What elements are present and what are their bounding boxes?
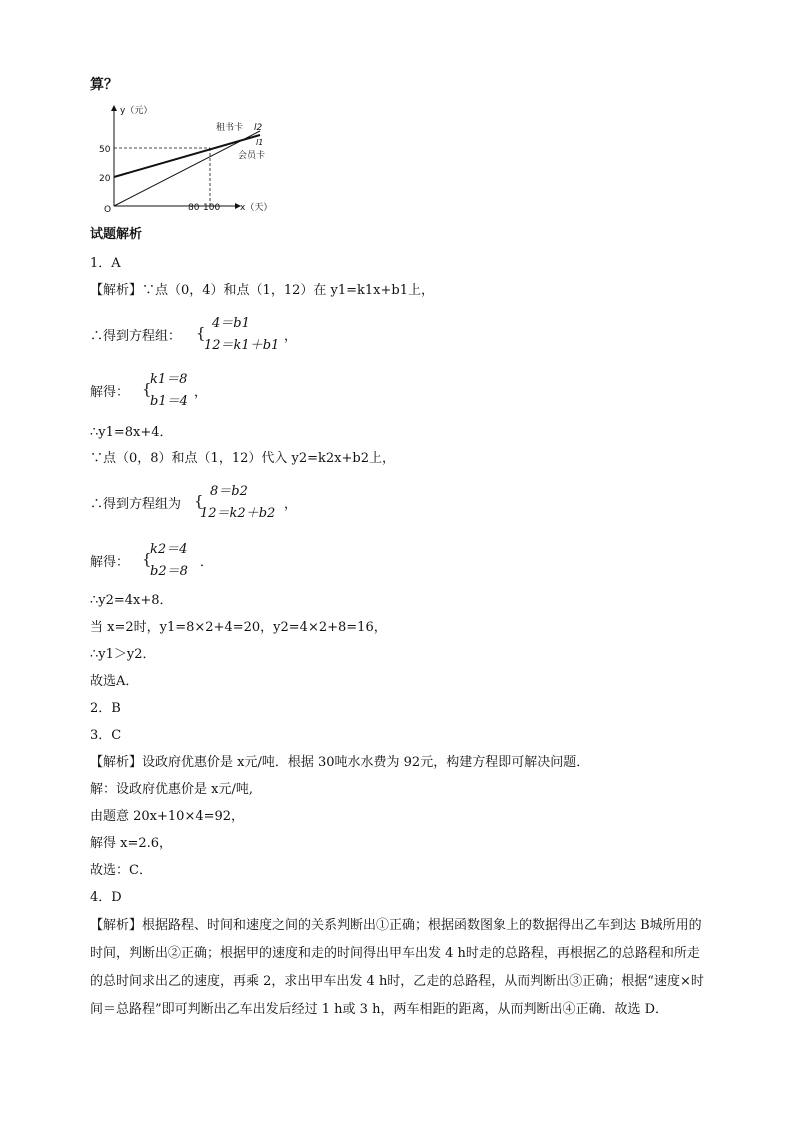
punct: ．	[200, 555, 214, 570]
q1-system-1	[90, 312, 310, 356]
line-l1-symbol: l1	[256, 138, 264, 147]
equation-row: k2＝4	[150, 542, 188, 557]
q1-result-1: ∴y1=8x+4．	[90, 425, 173, 440]
q3-step-2: 由题意 20x+10×4=92，	[90, 809, 245, 824]
q3-step-3: 解得 x=2.6，	[90, 836, 173, 851]
equation-row: 12＝k2＋b2	[200, 506, 276, 521]
q1-result-2: ∴y2=4x+8．	[90, 593, 173, 608]
equation-row: 4＝b1	[212, 316, 250, 331]
punct: ，	[284, 329, 298, 344]
brace-icon: {	[196, 324, 206, 342]
equation-row: b1＝4	[150, 394, 188, 409]
y-tick-50: 50	[99, 145, 111, 155]
x-axis-label: x（天）	[240, 203, 273, 213]
q4-number: 4．D	[90, 890, 122, 905]
q1-solution-2	[90, 538, 290, 582]
equation-row: 12＝k1＋b1	[204, 338, 280, 353]
q1-system-2	[90, 480, 310, 524]
q4-analysis: 【解析】根据路程、时间和速度之间的关系判断出①正确；根据函数图象上的数据得出乙车到达 B城所用的时间，判断出②正确；根据甲的速度和走的时间得出甲车出发 4 h时走的总路程，再根据乙的总路程和所走的总时间求出乙的速度，再乘 2，求出甲车出发 4 h时，乙走的总路程，从而判断出③正确；根据“速度×时间＝总路程”即可判断出乙车出发后经过 1 h或 3 h，两车相距的距离，从而判断出④正确．故选 D．	[90, 918, 704, 1017]
q3-step-4: 故选：C．	[90, 863, 152, 878]
brace-icon: {	[194, 492, 204, 510]
solve-label: 解得：	[90, 385, 130, 400]
y-tick-20: 20	[99, 174, 111, 184]
line-l1-name: 会员卡	[238, 151, 266, 161]
equation-row: b2＝8	[150, 564, 188, 579]
q2-number: 2．B	[90, 701, 121, 716]
origin-label: O	[104, 205, 112, 215]
q1-calculation: 当 x=2时，y1=8×2+4=20，y2=4×2+8=16，	[90, 620, 387, 635]
q1-intro: 【解析】∵点（0，4）和点（1，12）在 y1=k1x+b1上，	[90, 283, 434, 298]
punct: ，	[284, 497, 298, 512]
q3-step-1: 解：设政府优惠价是 x元/吨,	[90, 782, 253, 797]
line-l2-symbol: l2	[254, 123, 263, 133]
y-axis-label: y（元）	[120, 106, 153, 116]
line-l2-name: 租书卡	[216, 123, 244, 133]
q1-answer: 故选A．	[90, 674, 139, 689]
x-tick-100: 100	[203, 203, 221, 213]
line-l1	[114, 131, 260, 206]
solve-label: 解得：	[90, 555, 130, 570]
rental-graph	[90, 100, 290, 218]
q1-intro-2: ∵点（0，8）和点（1，12）代入 y2=k2x+b2上，	[90, 451, 395, 466]
equation-row: k1＝8	[150, 372, 188, 387]
q3-number: 3．C	[90, 728, 122, 743]
question-tail: 算？	[90, 77, 118, 93]
q1-solution-1	[90, 368, 290, 412]
system-label: ∴得到方程组为	[90, 497, 182, 512]
q1-comparison: ∴y1＞y2．	[90, 647, 156, 662]
x-tick-80: 80	[188, 203, 200, 213]
solution-heading: 试题解析	[90, 227, 143, 242]
q3-analysis: 【解析】设政府优惠价是 x元/吨．根据 30吨水水费为 92元，构建方程即可解决问题．	[90, 755, 590, 770]
brace-icon: {	[142, 380, 152, 398]
system-label: ∴得到方程组：	[90, 329, 182, 344]
brace-icon: {	[142, 550, 152, 568]
punct: ，	[194, 385, 208, 400]
q1-number: 1．A	[90, 256, 121, 271]
equation-row: 8＝b2	[210, 484, 248, 499]
